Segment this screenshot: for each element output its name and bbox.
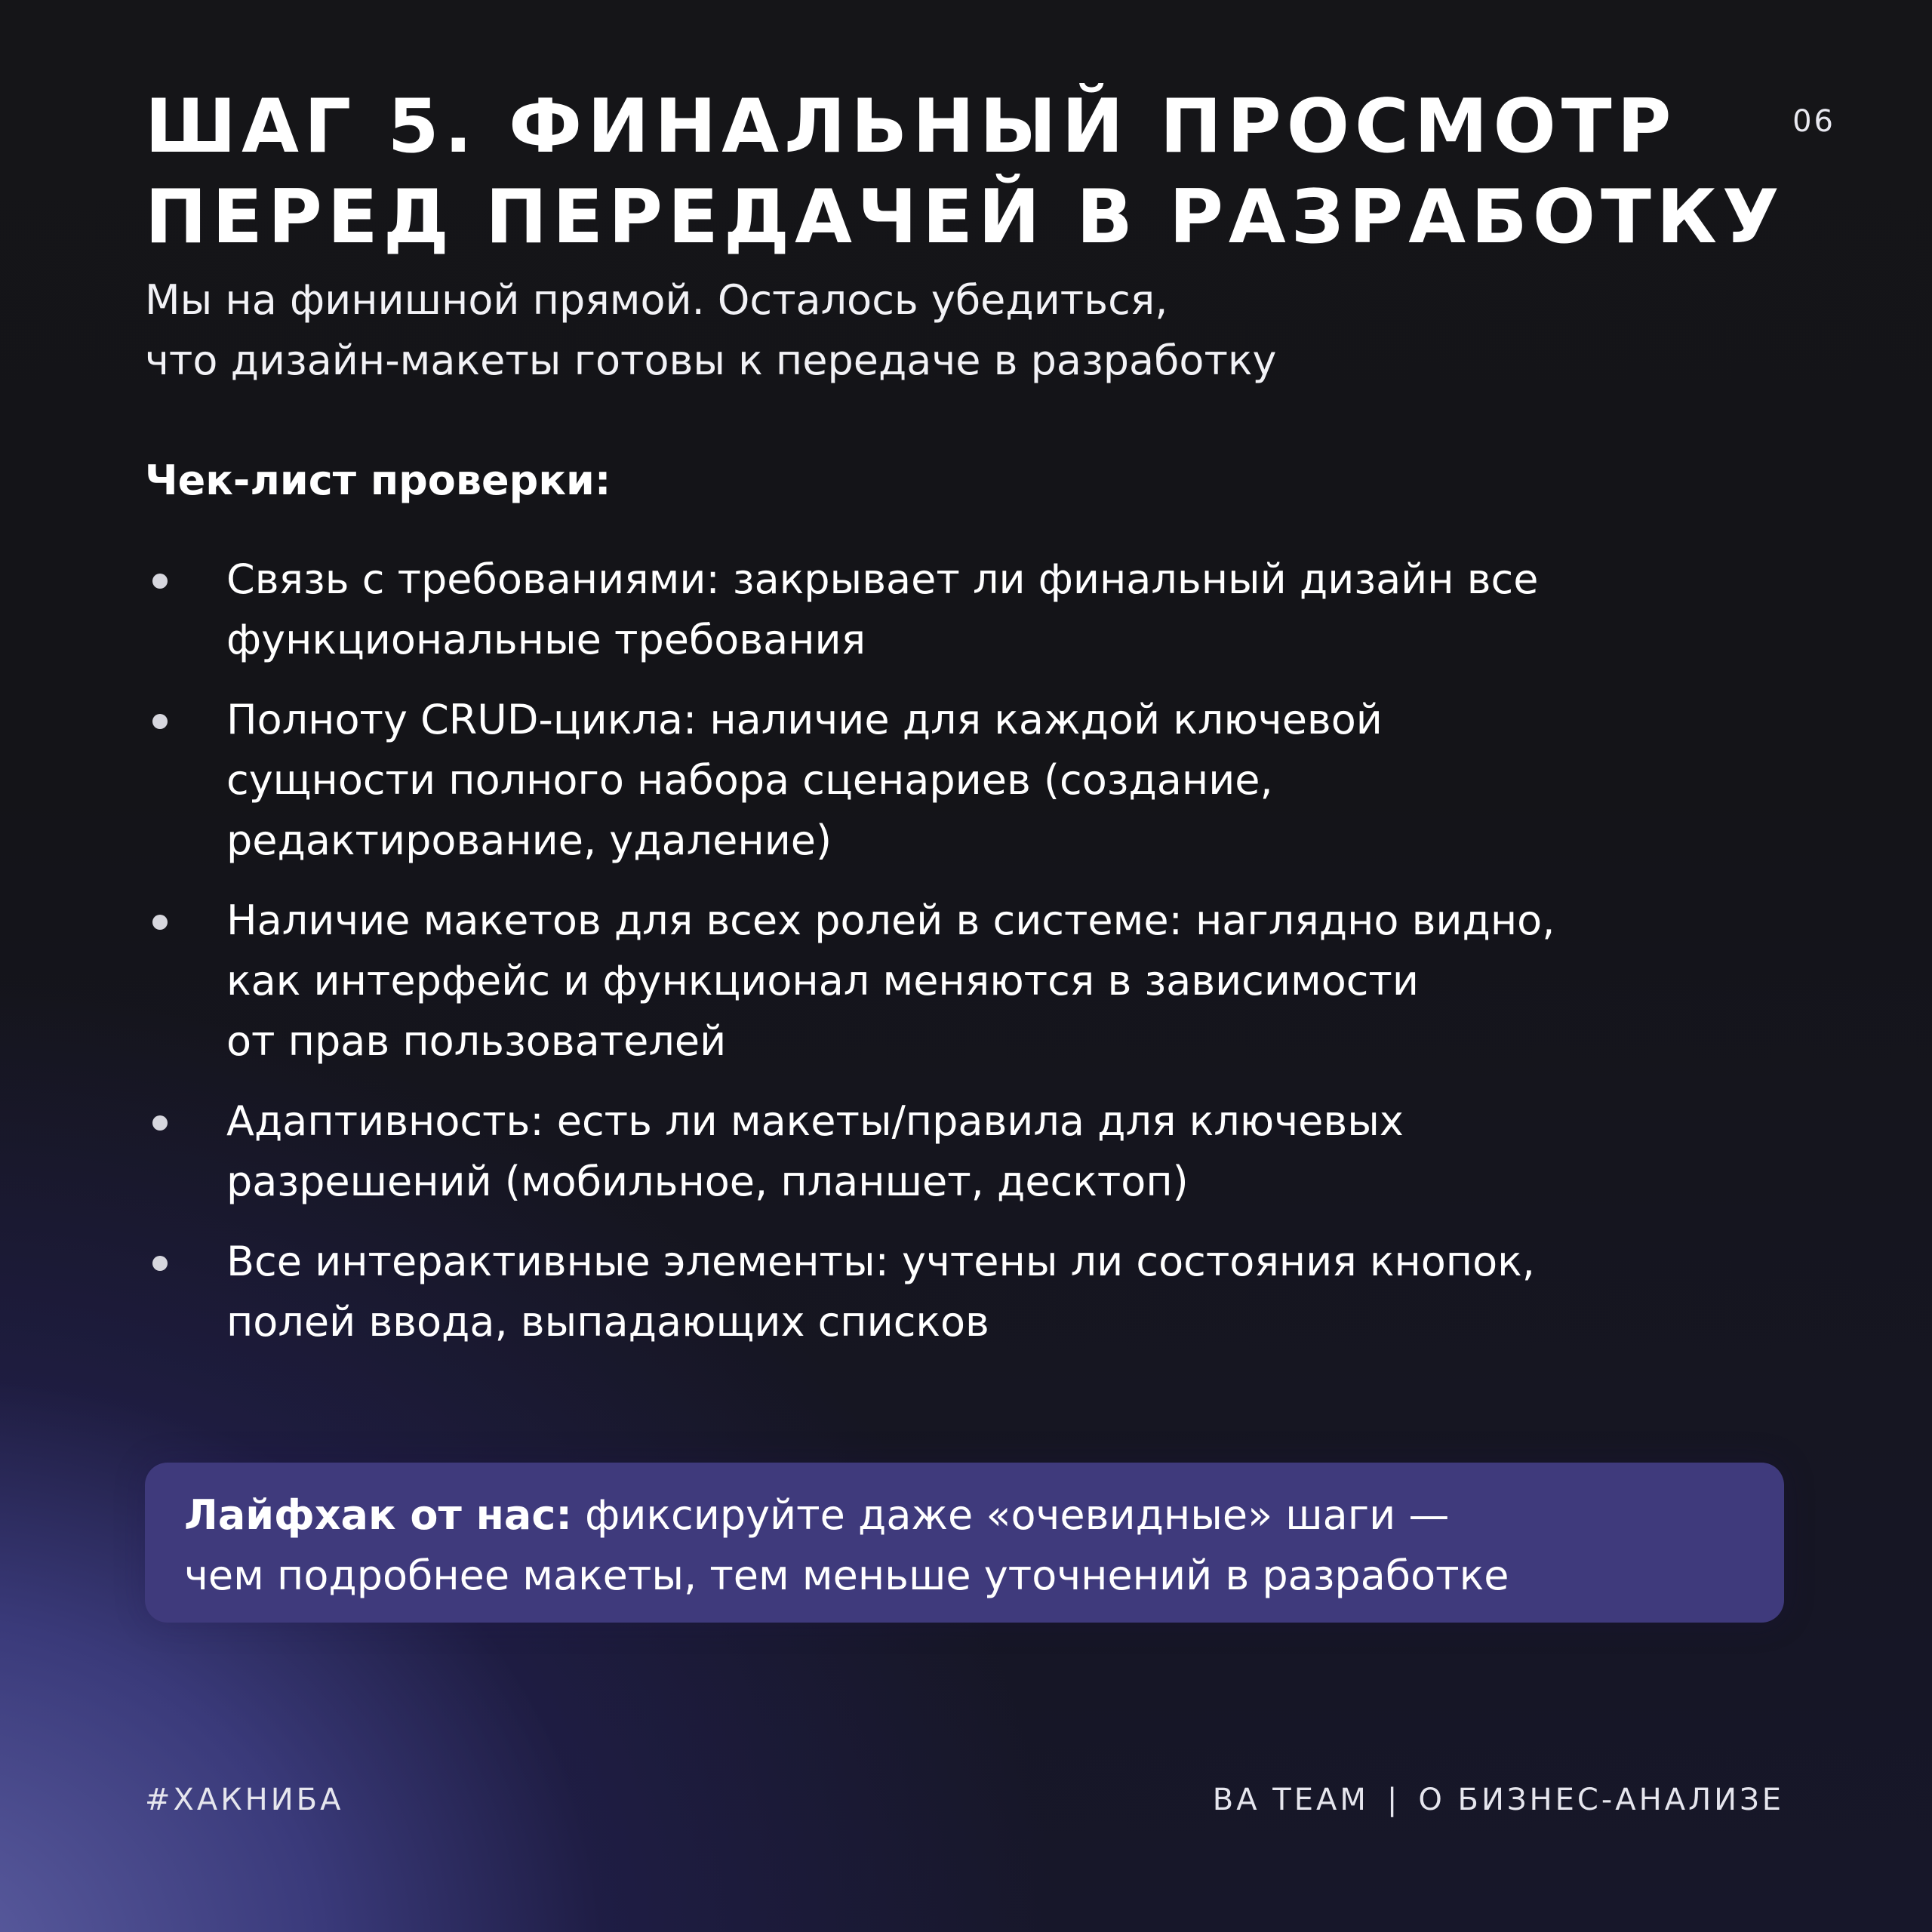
page-number: 06	[1792, 104, 1835, 139]
bullet-icon	[152, 915, 168, 930]
tip-box	[145, 1463, 1784, 1623]
page-title-line-2: ПЕРЕД ПЕРЕДАЧЕЙ В РАЗРАБОТКУ	[145, 174, 1785, 260]
footer-brand-name: BA TEAM	[1212, 1783, 1369, 1817]
bullet-icon	[152, 1256, 168, 1271]
tip-line-1	[184, 1485, 1745, 1546]
checklist-item-line: Связь с требованиями: закрывает ли финальный дизайн все	[226, 555, 1539, 603]
subtitle	[145, 270, 1730, 391]
tip-label: Лайфхак от нас:	[184, 1491, 572, 1539]
tip-text: фиксируйте даже «очевидные» шаги —	[571, 1491, 1450, 1539]
checklist-item-requirements	[145, 549, 1805, 670]
bullet-icon	[152, 1115, 168, 1131]
checklist-item-line: Полноту CRUD-цикла: наличие для каждой ключевой	[226, 696, 1383, 743]
checklist-item-line: Наличие макетов для всех ролей в системе: наглядно видно,	[226, 897, 1555, 944]
checklist-item-line: Все интерактивные элементы: учтены ли состояния кнопок,	[226, 1238, 1535, 1285]
bullet-icon	[152, 574, 168, 589]
checklist-item-roles	[145, 891, 1805, 1072]
checklist-item-line: полей ввода, выпадающих списков	[226, 1298, 989, 1346]
footer-separator: |	[1386, 1783, 1401, 1817]
footer-hashtag: #ХАКНИБА	[145, 1783, 344, 1817]
checklist-item-adaptive	[145, 1091, 1805, 1212]
subtitle-line-2: что дизайн-макеты готовы к передаче в разработку	[145, 337, 1277, 384]
subtitle-line-1: Мы на финишной прямой. Осталось убедиться,	[145, 276, 1168, 324]
page-title-line-1: ШАГ 5. ФИНАЛЬНЫЙ ПРОСМОТР	[145, 84, 1677, 170]
checklist-item-line: разрешений (мобильное, планшет, десктоп)	[226, 1158, 1189, 1205]
checklist-item-line: от прав пользователей	[226, 1017, 727, 1065]
checklist-item-crud	[145, 690, 1805, 871]
footer-tagline: О БИЗНЕС-АНАЛИЗЕ	[1418, 1783, 1784, 1817]
tip-line-2: чем подробнее макеты, тем меньше уточнений в разработке	[184, 1552, 1509, 1599]
footer-brand	[1213, 1783, 1784, 1817]
bullet-icon	[152, 714, 168, 729]
page-title	[145, 82, 1805, 263]
checklist	[145, 549, 1805, 1372]
checklist-item-interactive	[145, 1232, 1805, 1352]
checklist-item-line: сущности полного набора сценариев (создание,	[226, 756, 1273, 804]
checklist-item-line: редактирование, удаление)	[226, 817, 832, 864]
checklist-item-line: Адаптивность: есть ли макеты/правила для ключевых	[226, 1097, 1404, 1145]
checklist-heading: Чек-лист проверки:	[145, 457, 611, 504]
checklist-item-line: функциональные требования	[226, 616, 866, 663]
checklist-item-line: как интерфейс и функционал меняются в зависимости	[226, 957, 1419, 1004]
